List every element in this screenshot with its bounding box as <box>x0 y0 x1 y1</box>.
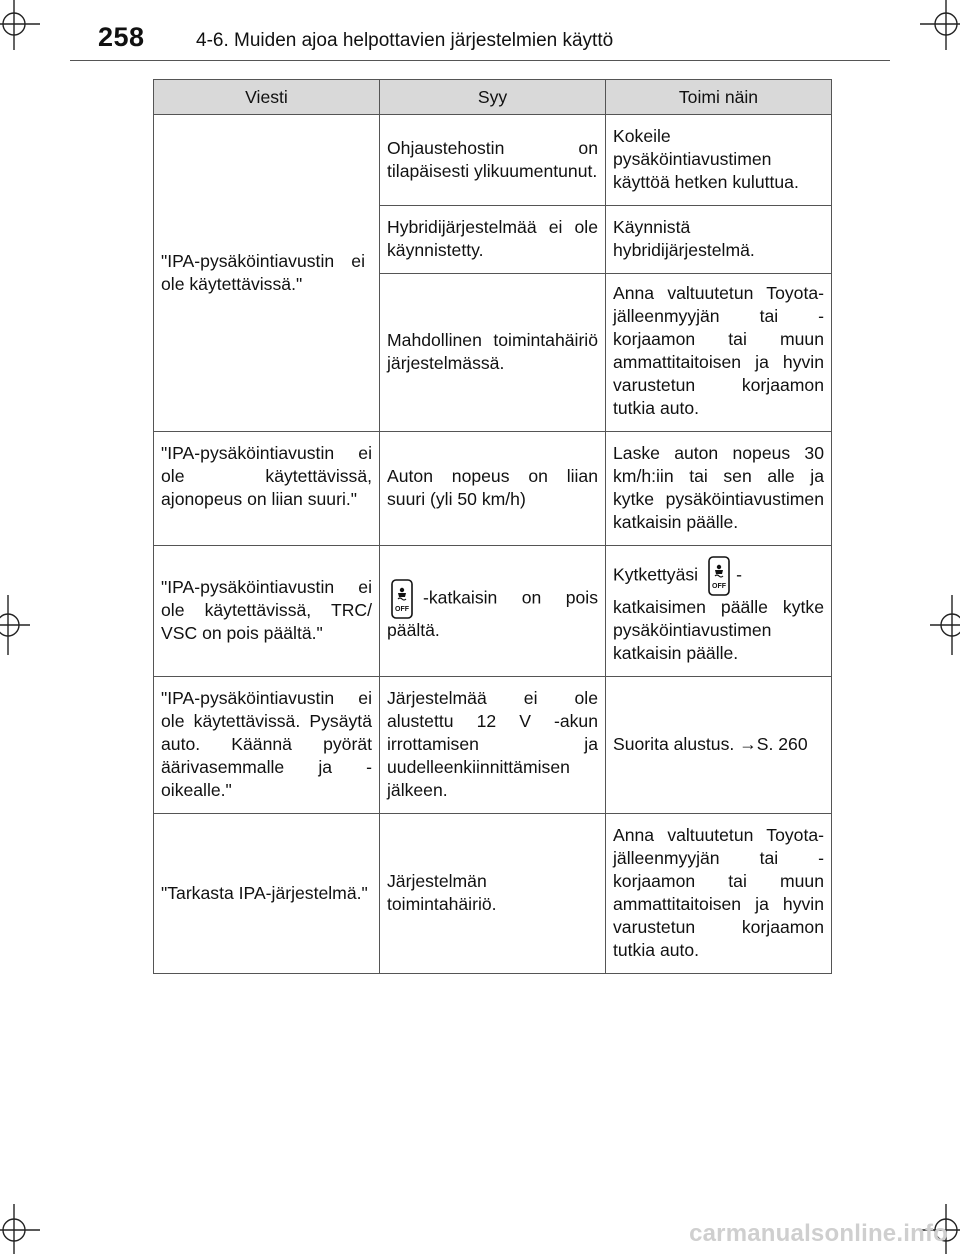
svg-text:OFF: OFF <box>395 606 409 613</box>
cause-cell: Hybridijärjestelmää ei ole käynnistetty. <box>380 206 606 274</box>
crop-mark-middle-right <box>920 595 960 655</box>
action-cell: Laske auton nopeus 30 km/h:iin tai sen alle ja kytke pysäköintiavustimen katkaisin päälle. <box>606 432 832 546</box>
crop-mark-top-right <box>900 0 960 60</box>
message-table <box>153 79 832 974</box>
header-rule <box>70 60 890 61</box>
message-cell: "IPA-pysäköintiavustin ei ole käytettävissä, TRC/ VSC on pois päältä." <box>154 546 380 677</box>
page-number: 258 <box>98 22 145 52</box>
action-cell <box>606 546 832 677</box>
crop-mark-top-left <box>0 0 60 60</box>
message-cell: "IPA-pysäköintiavustin ei ole käytettävissä, ajonopeus on liian suuri." <box>154 432 380 546</box>
cause-cell: Järjestelmän toimintahäiriö. <box>380 814 606 974</box>
action-cell: Anna valtuutetun Toyota-jälleenmyyjän tai -korjaamon tai muun ammattitaitoisen ja hyvin varustetun korjaamon tutkia auto. <box>606 814 832 974</box>
cause-cell <box>380 546 606 677</box>
table-row <box>154 677 832 814</box>
action-cell: Suorita alustus. →S. 260 <box>606 677 832 814</box>
table-row <box>154 115 832 206</box>
table-row <box>154 546 832 677</box>
action-cell: Anna valtuutetun Toyota-jälleenmyyjän tai -korjaamon tai muun ammattitaitoisen ja hyvin varustetun korjaamon tutkia auto. <box>606 274 832 432</box>
cause-cell: Auton nopeus on liian suuri (yli 50 km/h) <box>380 432 606 546</box>
section-title: 4-6. Muiden ajoa helpottavien järjestelmien käyttö <box>196 30 614 51</box>
action-text-prefix: Kytkettyäsi <box>613 564 699 585</box>
message-cell: "IPA-pysäköintiavustin ei ole käytettävissä. Pysäytä auto. Käännä pyörät äärivasemmalle ja -oikealle." <box>154 677 380 814</box>
column-header-cause: Syy <box>380 80 606 115</box>
column-header-action: Toimi näin <box>606 80 832 115</box>
table-header-row <box>154 80 832 115</box>
action-cell: Käynnistä hybridijärjestelmä. <box>606 206 832 274</box>
svg-text:OFF: OFF <box>712 583 727 590</box>
cause-text: -katkaisin on pois päältä. <box>387 587 598 640</box>
message-cell: "Tarkasta IPA-järjestelmä." <box>154 814 380 974</box>
action-cell: Kokeile pysäköintiavustimen käyttöä hetken kuluttua. <box>606 115 832 206</box>
action-text-suffix: -katkaisimen päälle kytke pysäköintiavustimen katkaisin päälle. <box>613 564 824 663</box>
watermark: carmanualsonline.info <box>689 1220 948 1247</box>
cause-cell: Järjestelmää ei ole alustettu 12 V -akun irrottamisen ja uudelleenkiinnittämisen jälkeen. <box>380 677 606 814</box>
cause-cell: Ohjaustehostin on tilapäisesti ylikuumentunut. <box>380 115 606 206</box>
vsc-off-switch-icon <box>708 556 730 596</box>
message-cell: "IPA-pysäköintiavustin ei ole käytettävissä." <box>154 115 380 432</box>
vsc-off-switch-icon <box>391 579 413 619</box>
crop-mark-bottom-left <box>0 1194 60 1254</box>
column-header-message: Viesti <box>154 80 380 115</box>
cause-cell: Mahdollinen toimintahäiriö järjestelmässä. <box>380 274 606 432</box>
crop-mark-middle-left <box>0 595 40 655</box>
table-row <box>154 814 832 974</box>
table-row <box>154 432 832 546</box>
